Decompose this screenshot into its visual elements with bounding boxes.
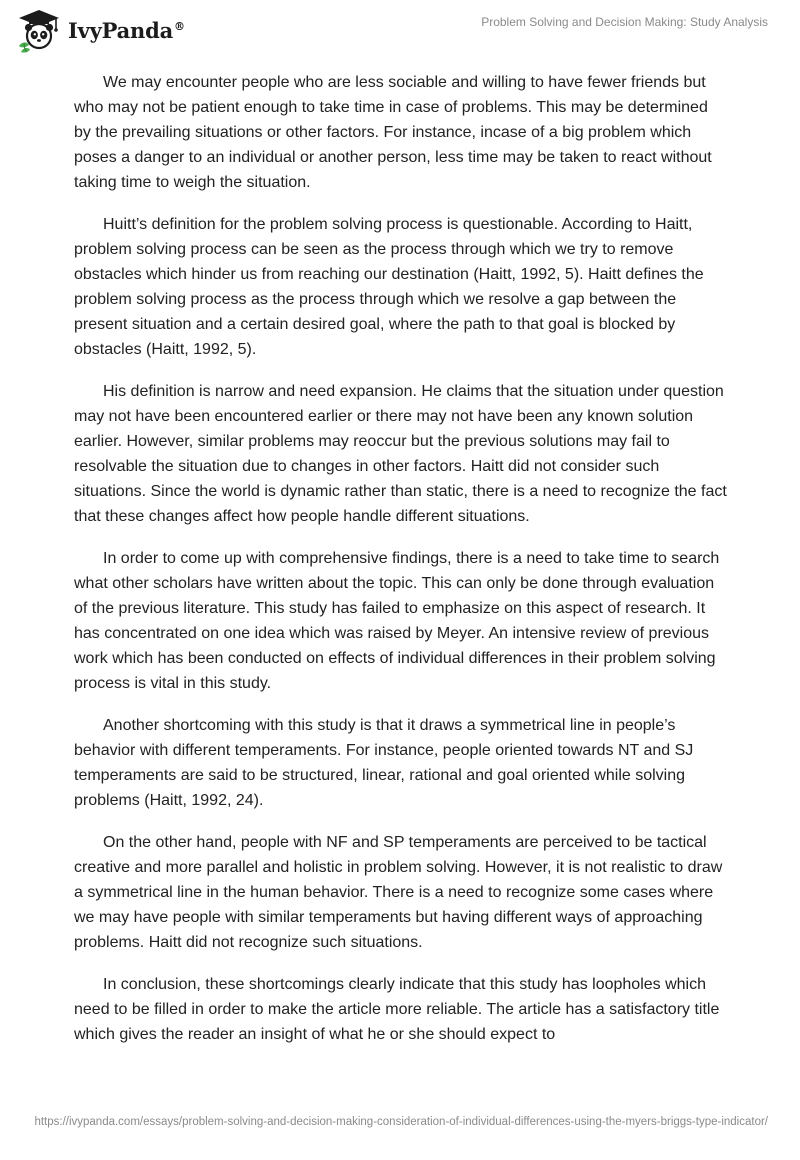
brand-name: IvyPanda® [68, 17, 185, 43]
source-url-link[interactable]: https://ivypanda.com/essays/problem-solving-and-decision-making-consideration-of-individual-differences-using-the-myers-briggs-type-indicator/ [34, 1116, 768, 1128]
paragraph: On the other hand, people with NF and SP temperaments are perceived to be tactical creative and more parallel and holistic in problem solving. However, it is not realistic to draw a symmetrical line in the human behavior. There is a need to recognize some cases where we may have people with similar temperaments but having different ways of approaching problems. Haitt did not recognize such situations. [74, 834, 723, 951]
paragraph: Another shortcoming with this study is that it draws a symmetrical line in people’s behavior with different temperaments. For instance, people oriented towards NT and SJ temperaments are said to be structured, linear, rational and goal oriented while solving problems (Haitt, 1992, 24). [74, 717, 694, 809]
document-title: Problem Solving and Decision Making: Study Analysis [481, 15, 768, 29]
paragraph: Huitt’s definition for the problem solving process is questionable. According to Haitt, problem solving process can be seen as the process through which we try to remove obstacles which hinder us from reaching our destination (Haitt, 1992, 5). Haitt defines the problem solving process as the process through which we resolve a gap between the present situation and a certain desired goal, where the path to that goal is blocked by obstacles (Haitt, 1992, 5). [74, 216, 704, 358]
page-header [0, 0, 800, 60]
paragraph: In order to come up with comprehensive findings, there is a need to take time to search what other scholars have written about the topic. This can only be done through evaluation of the previous literature. This study has failed to emphasize on this aspect of research. It has concentrated on one idea which was raised by Meyer. An intensive review of previous work which has been conducted on effects of individual differences in their problem solving process is vital in this study. [74, 550, 720, 692]
ivypanda-logo[interactable] [16, 7, 185, 53]
paragraph: In conclusion, these shortcomings clearly indicate that this study has loopholes which need to be filled in order to make the article more reliable. The article has a satisfactory title which gives the reader an insight of what he or she should expect to [74, 976, 720, 1043]
panda-graduate-icon [16, 7, 62, 53]
registered-mark: ® [174, 19, 185, 33]
essay-body [74, 70, 728, 1064]
paragraph: We may encounter people who are less sociable and willing to have fewer friends but who may not be patient enough to take time in case of problems. This may be determined by the prevailing situations or other factors. For instance, incase of a big problem which poses a danger to an individual or another person, less time may be taken to react without taking time to weigh the situation. [74, 74, 712, 191]
paragraph: His definition is narrow and need expansion. He claims that the situation under question may not have been encountered earlier or there may not have been any known solution earlier. However, similar problems may reoccur but the previous solutions may fail to resolvable the situation due to changes in other factors. Haitt did not consider such situations. Since the world is dynamic rather than static, there is a need to recognize the fact that these changes affect how people handle different situations. [74, 383, 727, 525]
